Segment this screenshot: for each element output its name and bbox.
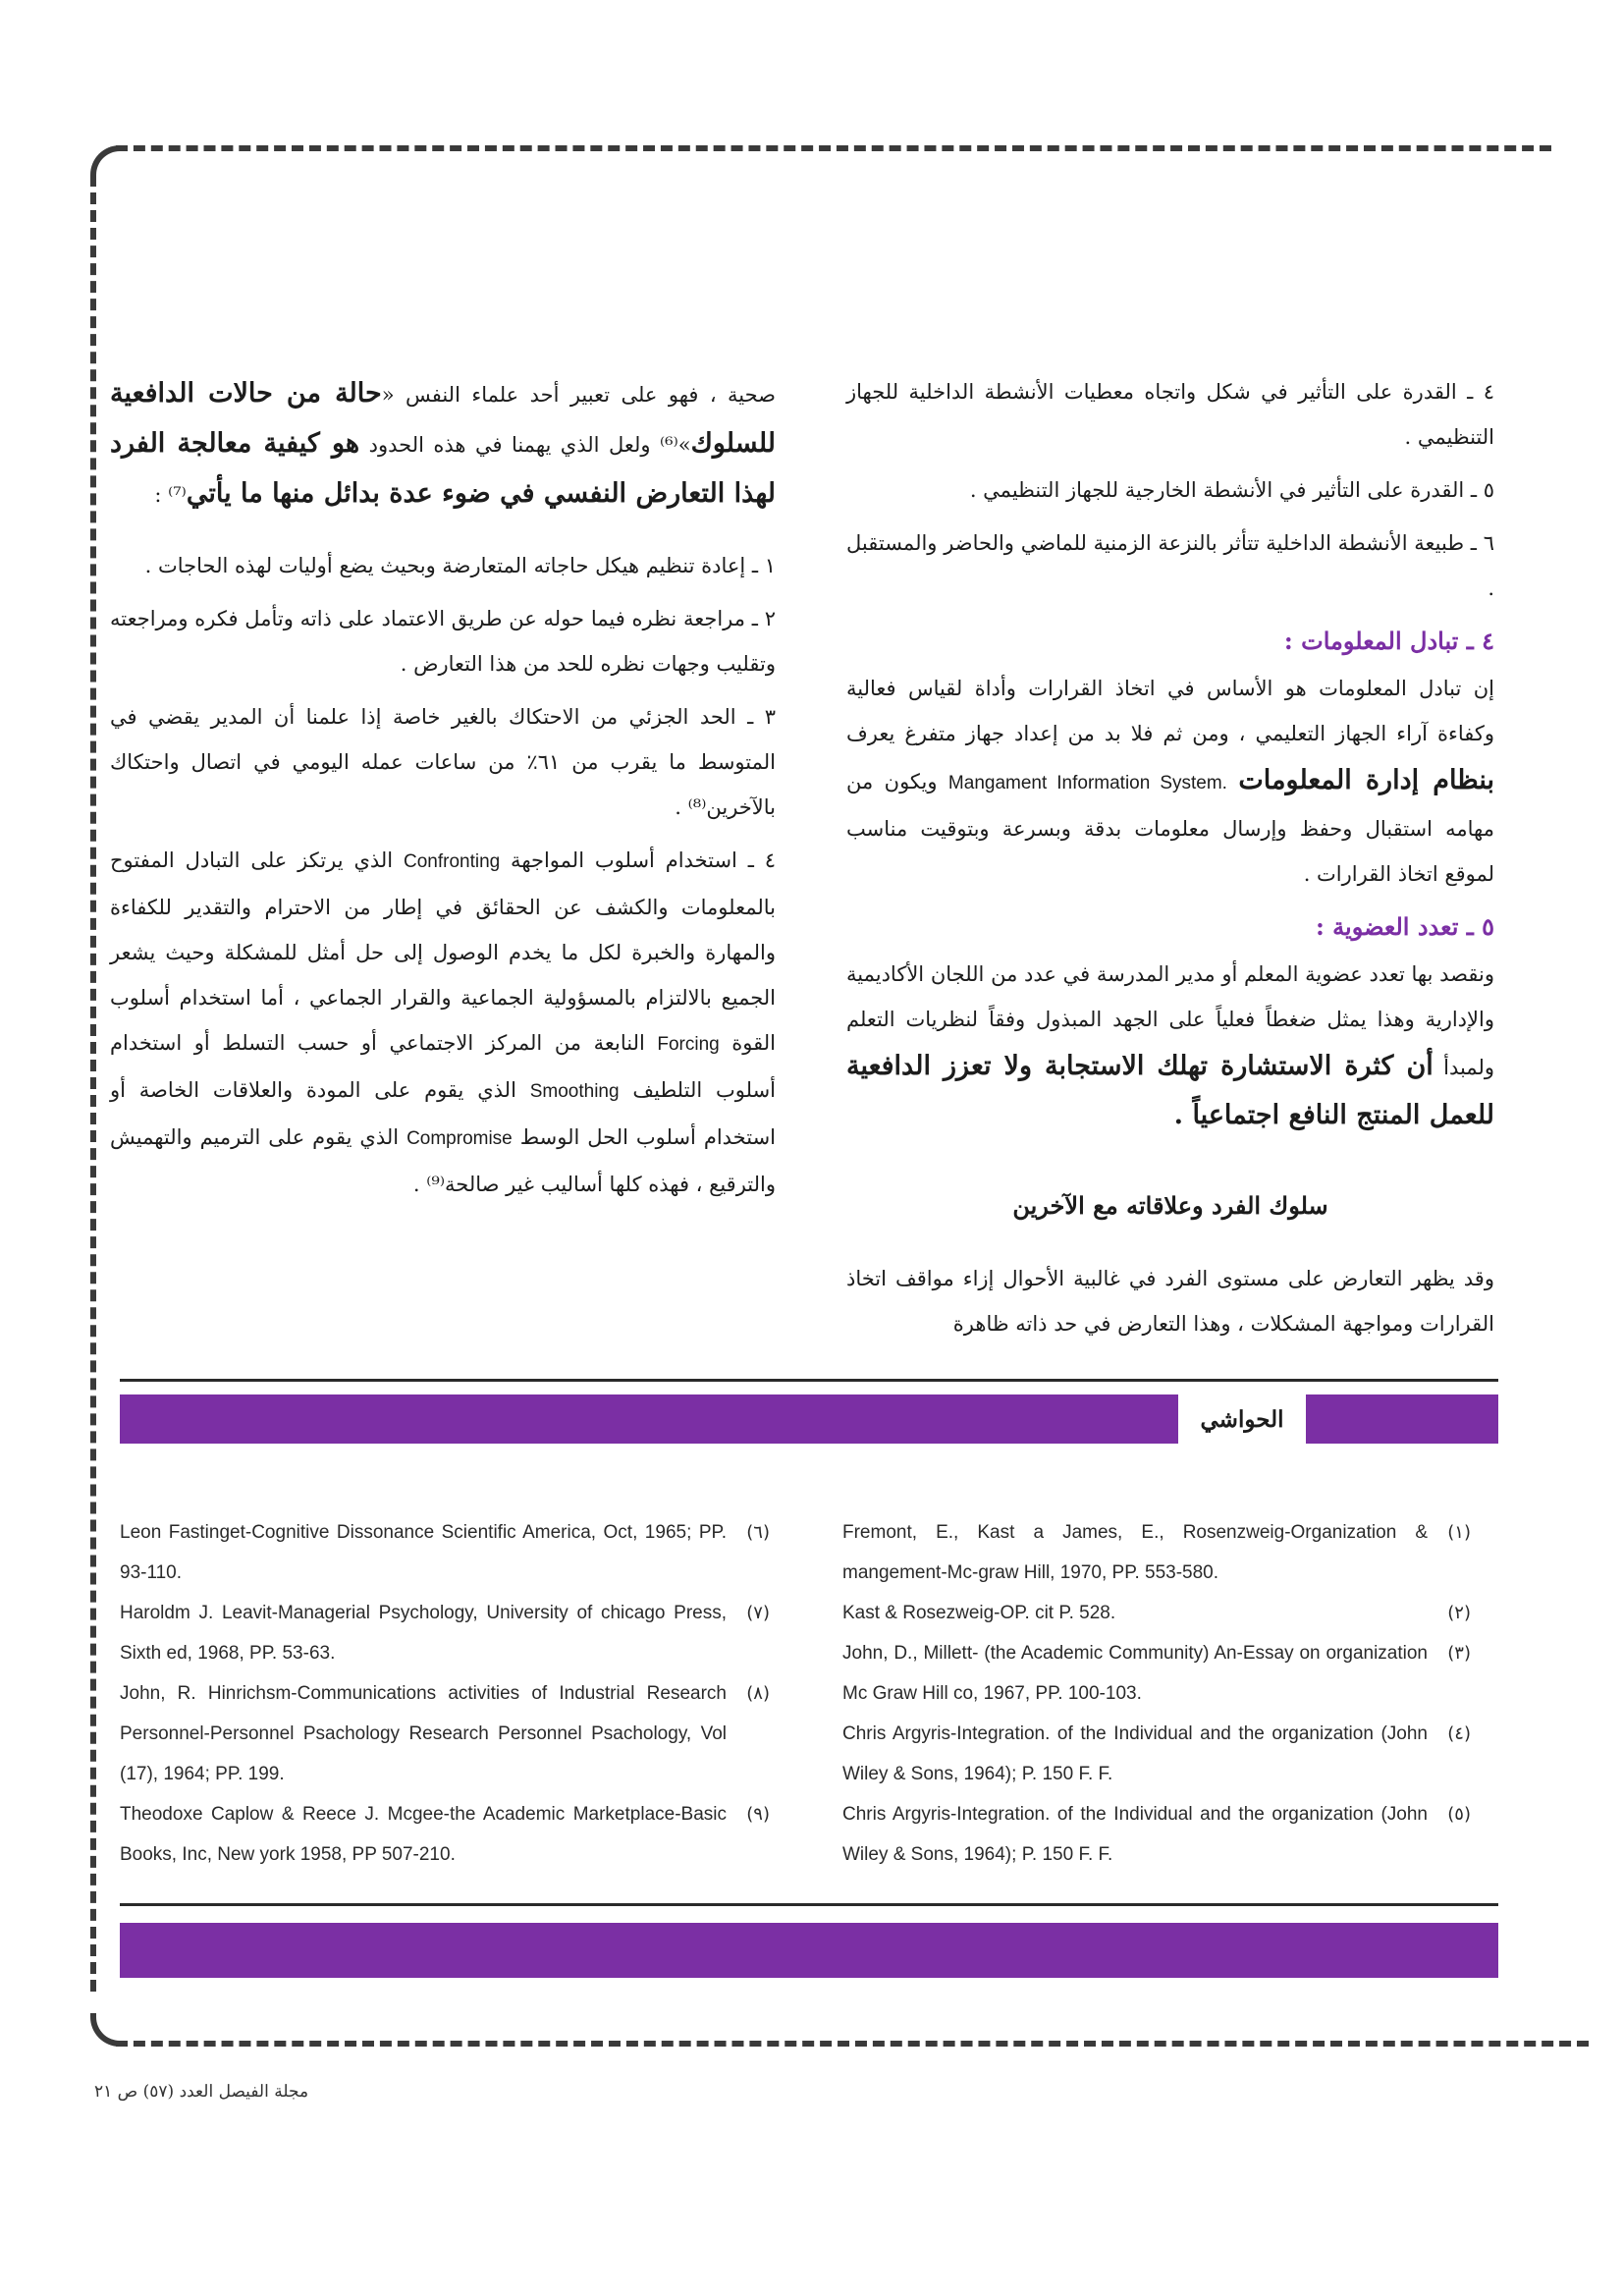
- footnote-number: (٢): [1447, 1603, 1471, 1623]
- section-title: سلوك الفرد وعلاقاته مع الآخرين: [1012, 1191, 1328, 1220]
- page-footer: مجلة الفيصل العدد (٥٧) ص ٢١: [94, 2082, 309, 2102]
- english-term: Forcing: [657, 1034, 720, 1055]
- paragraph-information-exchange: [846, 666, 1494, 897]
- spacer: [110, 527, 776, 543]
- footnote-text: Chris Argyris-Integration. of the Individual and the organization (John Wiley & Sons, 1964); P. 150 F. F.: [842, 1804, 1428, 1865]
- paragraph-text: ⁽⁷⁾ :: [154, 483, 187, 507]
- footnote: [842, 1593, 1471, 1633]
- frame-corner-bottom-left: [90, 2013, 124, 2047]
- divider: [120, 1903, 1498, 1906]
- footnotes-left-column: [120, 1512, 770, 1875]
- heading-information-exchange: ٤ ـ تبادل المعلومات :: [1283, 627, 1494, 655]
- footer-bar: [120, 1923, 1498, 1978]
- english-term: Mangament Information System.: [947, 773, 1227, 793]
- english-term: Compromise: [406, 1128, 513, 1149]
- footnotes-right-column: [842, 1512, 1471, 1875]
- paragraph-text: النابعة من المركز الاجتماعي أو حسب التسلط أو استخدام أسلوب التلطيف: [110, 1031, 776, 1102]
- list-item: ٣ ـ الحد الجزئي من الاحتكاك بالغير خاصة إذا علمنا أن المدير يقضي في المتوسط ما يقرب من ٦١٪ من ساعات عمله اليومي في اتصال واحتكاك بالآخرين⁽⁸⁾ .: [110, 705, 776, 819]
- paragraph-intro: [110, 369, 776, 519]
- paragraph-text: الذي يقوم على الترميم والتهميش والترقيع ، فهذه كلها أساليب غير صالحة⁽⁹⁾ .: [110, 1125, 776, 1196]
- footnote: [120, 1673, 770, 1794]
- emphasis-text: حالة من حالات الدافعية للسلوك: [110, 378, 776, 459]
- footnotes-title: الحواشي: [1178, 1391, 1306, 1448]
- paragraph-section: وقد يظهر التعارض على مستوى الفرد في غالبية الأحوال إزاء مواقف اتخاذ القرارات ومواجهة المشكلات ، وهذا التعارض في حد ذاته ظاهرة: [846, 1267, 1494, 1336]
- frame-bottom-border: [116, 2041, 1589, 2047]
- paragraph-text: ٤ ـ استخدام أسلوب المواجهة: [500, 848, 776, 872]
- list-item: ١ ـ إعادة تنظيم هيكل حاجاته المتعارضة وبحيث يضع أوليات لهذه الحاجات .: [144, 554, 776, 577]
- frame-left-border: [90, 175, 96, 1992]
- footnote-text: Haroldm J. Leavit-Managerial Psychology, University of chicago Press, Sixth ed, 1968, PP. 53-63.: [120, 1603, 727, 1664]
- footnote-number: (٧): [746, 1603, 770, 1623]
- footnote-number: (٩): [746, 1804, 770, 1825]
- footnote: [120, 1593, 770, 1673]
- frame-top-border: [116, 145, 1551, 151]
- paragraph-text: صحية ، فهو على تعبير أحد علماء النفس «: [381, 383, 776, 407]
- footnote: [120, 1794, 770, 1875]
- list-item: ٢ ـ مراجعة نظره فيما حوله عن طريق الاعتماد على ذاته وتأمل فكره ومراجعته وتقليب وجهات نظره للحد من هذا التعارض .: [110, 607, 776, 676]
- english-term: Smoothing: [529, 1081, 620, 1102]
- left-column: [110, 369, 776, 1215]
- footnote-number: (٤): [1447, 1723, 1471, 1744]
- emphasis-text: أن كثرة الاستشارة تهلك الاستجابة ولا تعزز الدافعية للعمل المنتج النافع اجتماعياً .: [846, 1051, 1494, 1130]
- paragraph-text: الذي يرتكز على التبادل المفتوح بالمعلومات والكشف عن الحقائق في إطار من الاحترام والتقدير للكفاءة والمهارة والخبرة لكل ما يخدم الوصول إلى حل أمثل للمشكلة وحيث يشعر الجميع بالالتزام بالمسؤولية الجماعية والقرار الجماعي ، أما استخدام أسلوب القوة: [110, 848, 776, 1055]
- paragraph-text: ويكون من مهامه استقبال وحفظ وإرسال معلومات بدقة وبسرعة وبتوقيت مناسب لموقع اتخاذ القرارات .: [846, 770, 1494, 886]
- footnote-number: (١): [1447, 1522, 1471, 1543]
- list-item: ٥ ـ القدرة على التأثير في الأنشطة الخارجية للجهاز التنظيمي .: [969, 478, 1494, 502]
- list-item: ٤ ـ القدرة على التأثير في شكل واتجاه معطيات الأنشطة الداخلية للجهاز التنظيمي .: [846, 380, 1494, 449]
- footnote-number: (٥): [1447, 1804, 1471, 1825]
- footnote-text: Chris Argyris-Integration. of the Individual and the organization (John Wiley & Sons, 1964); P. 150 F. F.: [842, 1723, 1428, 1784]
- english-term: Confronting: [403, 851, 501, 872]
- emphasis-text: هو كيفية معالجة الفرد لهذا التعارض النفسي في ضوء عدة بدائل منها ما يأتي: [110, 428, 776, 509]
- footnote-text: John, D., Millett- (the Academic Community) An-Essay on organization Mc Graw Hill co, 1967, PP. 100-103.: [842, 1643, 1428, 1704]
- paragraph-text: الذي يقوم على المودة والعلاقات الخاصة أو استخدام أسلوب الحل الوسط: [110, 1078, 777, 1149]
- footnote: [842, 1794, 1471, 1875]
- footnote: [120, 1512, 770, 1593]
- paragraph-text: ونقصد بها تعدد عضوية المعلم أو مدير المدرسة في عدد من اللجان الأكاديمية والإدارية وهذا يمثل ضغطاً فعلياً على الجهد المبذول وفقاً لنظريات التعلم ولمبدأ: [846, 962, 1494, 1079]
- heading-multiple-membership: ٥ ـ تعدد العضوية :: [1315, 912, 1494, 941]
- footnote-number: (٣): [1447, 1643, 1471, 1664]
- footnote-text: Leon Fastinget-Cognitive Dissonance Scientific America, Oct, 1965; PP. 93-110.: [120, 1522, 727, 1583]
- footnote: [842, 1512, 1471, 1593]
- footnote-text: Fremont, E., Kast a James, E., Rosenzweig-Organization & mangement-Mc-graw Hill, 1970, PP. 553-580.: [842, 1522, 1428, 1583]
- paragraph-text: إن تبادل المعلومات هو الأساس في اتخاذ القرارات وأداة لقياس فعالية وكفاءة آراء الجهاز التعليمي ، ومن ثم فلا بد من إعداد جهاز متفرغ يعرف: [846, 677, 1495, 745]
- footnote-text: John, R. Hinrichsm-Communications activities of Industrial Research Personnel-Personnel Psachology Research Personnel Psachology, Vol (17), 1964; PP. 199.: [120, 1683, 727, 1784]
- frame-corner-top-left: [90, 145, 124, 179]
- footnote-number: (٨): [746, 1683, 770, 1704]
- footnote-number: (٦): [746, 1522, 770, 1543]
- footnote: [842, 1633, 1471, 1714]
- paragraph-multiple-membership: [846, 952, 1494, 1140]
- right-column: [846, 369, 1494, 1354]
- divider: [120, 1379, 1498, 1382]
- paragraph-text: »⁽⁶⁾ ولعل الذي يهمنا في هذه الحدود: [359, 433, 691, 457]
- list-item: [110, 838, 776, 1207]
- footnote-text: Kast & Rosezweig-OP. cit P. 528.: [842, 1603, 1116, 1623]
- footnote-text: Theodoxe Caplow & Reece J. Mcgee-the Academic Marketplace-Basic Books, Inc, New york 1958, PP 507-210.: [120, 1804, 727, 1865]
- emphasis-text: بنظام إدارة المعلومات: [1238, 765, 1494, 795]
- list-item: ٦ ـ طبيعة الأنشطة الداخلية تتأثر بالنزعة الزمنية للماضي والحاضر والمستقبل .: [846, 531, 1494, 600]
- footnote: [842, 1714, 1471, 1794]
